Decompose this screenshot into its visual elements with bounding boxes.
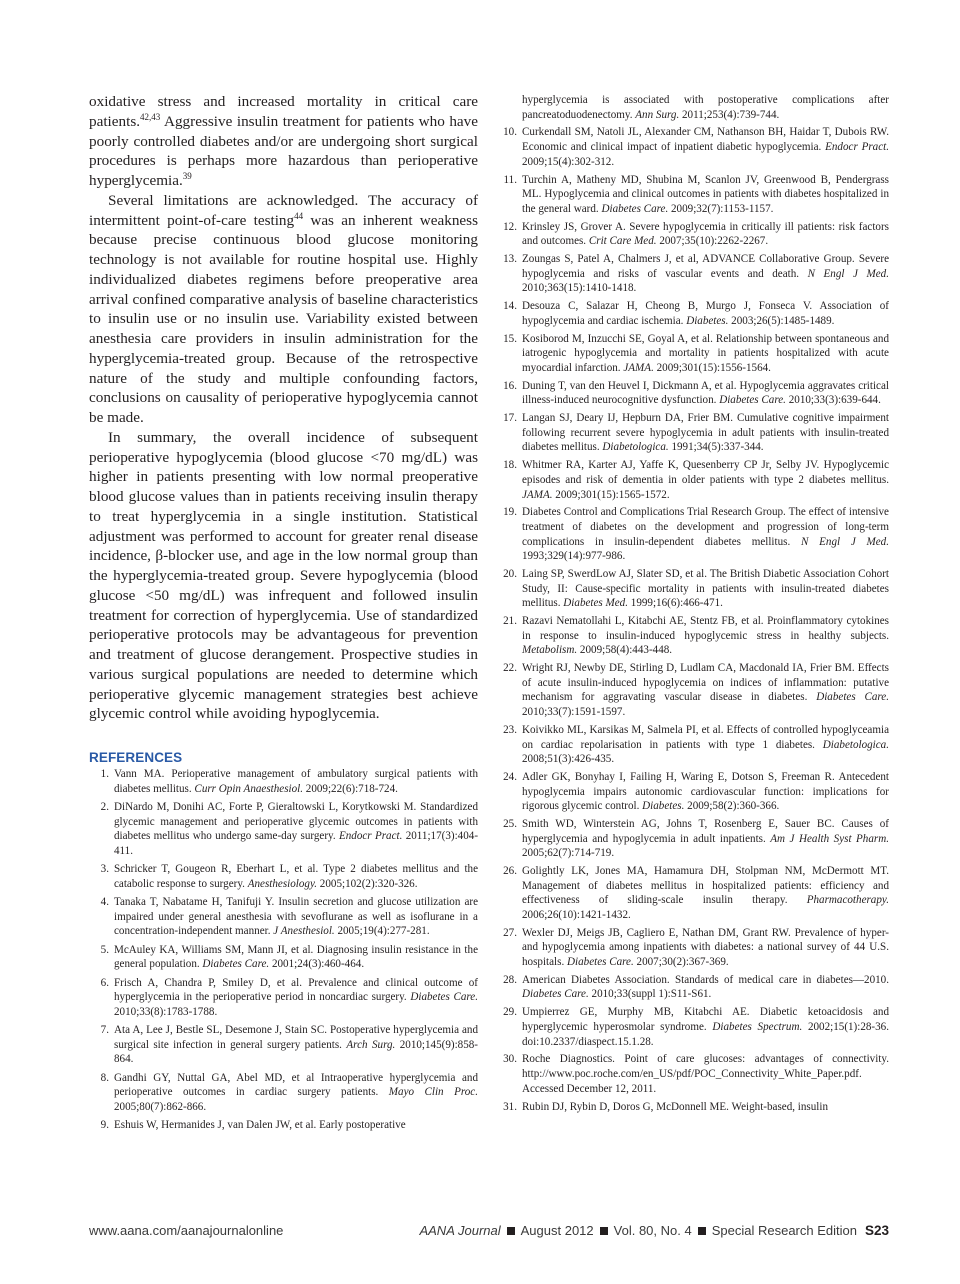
journal-title: Diabetes Care. <box>410 991 478 1004</box>
journal-title: Diabetes Care. <box>601 202 669 215</box>
journal-title: Metabolism. <box>522 644 578 657</box>
reference-number: 7. <box>100 1024 109 1037</box>
reference-item: 18. Whitmer RA, Karter AJ, Yaffe K, Quesenberry CP Jr, Selby JV. Hypoglycemic episodes and risk of dementia in older patients with type 2 diabetes mellitus. JAMA. 2009;301(15):1565-1572. <box>497 458 889 502</box>
reference-number: 4. <box>100 896 109 909</box>
journal-name: AANA Journal <box>419 1223 501 1238</box>
reference-item: 14. Desouza C, Salazar H, Cheong B, Murgo J, Fonseca V. Association of hypoglycemia and cardiac ischemia. Diabetes. 2003;26(5):1485-1489. <box>497 299 889 328</box>
page-footer <box>89 1223 889 1241</box>
reference-number: 15. <box>503 332 517 345</box>
journal-url[interactable]: www.aana.com/aanajournalonline <box>89 1223 284 1238</box>
reference-item: 25. Smith WD, Winterstein AG, Johns T, Rosenberg E, Sauer BC. Causes of hyperglycemia and hypoglycemia in adult inpatients. Am J Health Syst Pharm. 2005;62(7):714-719. <box>497 817 889 861</box>
journal-title: Endocr Pract. <box>338 830 403 843</box>
reference-number: 21. <box>503 615 517 628</box>
journal-title: N Engl J Med. <box>807 267 889 280</box>
journal-title: Diabetologica. <box>602 441 669 454</box>
square-bullet-icon <box>507 1227 515 1235</box>
left-column <box>89 92 478 1137</box>
reference-number: 25. <box>503 818 517 831</box>
reference-number: 29. <box>503 1006 517 1019</box>
journal-info <box>419 1223 889 1238</box>
journal-title: Diabetes Care. <box>567 956 634 968</box>
reference-item: 23. Koivikko ML, Karsikas M, Salmela PI, et al. Effects of controlled hypoglyceamia on cardiac repolarisation in patients with type 1 diabetes. Diabetologica. 2008;51(3):426-435. <box>497 723 889 767</box>
reference-item: 19. Diabetes Control and Complications Trial Research Group. The effect of intensive treatment of diabetes on the development and progression of long-term complications in insulin-dependent diabetes mellitus. N Engl J Med. 1993;329(14):977-986. <box>497 505 889 563</box>
journal-title: JAMA. <box>623 361 654 374</box>
reference-number: 31. <box>503 1100 517 1113</box>
reference-number: 22. <box>503 662 517 675</box>
reference-item: 15. Kosiborod M, Inzucchi SE, Goyal A, et al. Relationship between spontaneous and iatrogenic hypoglycemia and mortality in patients hospitalized with acute myocardial infarction. JAMA. 2009;301(15):1556-1564. <box>497 332 889 376</box>
journal-title: Diabetes Spectrum. <box>712 1020 803 1033</box>
reference-number: 10. <box>503 126 517 139</box>
reference-number: 18. <box>503 459 517 472</box>
journal-title: Diabetes. <box>686 314 729 327</box>
citation-superscript: 39 <box>182 171 192 181</box>
reference-item: 31. Rubin DJ, Rybin D, Doros G, McDonnell ME. Weight-based, insulin <box>497 1100 889 1115</box>
reference-list-right <box>497 93 889 1114</box>
reference-number: 12. <box>503 220 517 233</box>
reference-number: 26. <box>503 865 517 878</box>
journal-title: Diabetes Care. <box>816 691 889 704</box>
reference-list-left <box>89 767 478 1133</box>
reference-number: 17. <box>503 412 517 425</box>
reference-number: 27. <box>503 926 517 939</box>
journal-title: Pharmacotherapy. <box>806 894 889 907</box>
reference-number: 11. <box>503 173 517 186</box>
reference-item: 3. Schricker T, Gougeon R, Eberhart L, et al. Type 2 diabetes mellitus and the catabolic response to surgery. Anesthesiology. 2005;102(2):320-326. <box>89 862 478 891</box>
journal-title: N Engl J Med. <box>800 535 889 548</box>
reference-item: 24. Adler GK, Bonyhay I, Failing H, Waring E, Dotson S, Freeman R. Antecedent hypoglycemia impairs autonomic cardiovascular function: implications for rigorous glycemic control. Diabetes. 2009;58(2):360-366. <box>497 770 889 814</box>
volume-issue: Vol. 80, No. 4 <box>613 1223 692 1238</box>
reference-number: 19. <box>503 506 517 519</box>
reference-number: 2. <box>100 800 109 813</box>
reference-number: 28. <box>503 973 517 986</box>
reference-number: 20. <box>503 568 517 581</box>
reference-number: 30. <box>503 1053 517 1066</box>
reference-number: 24. <box>503 770 517 783</box>
reference-item: 16. Duning T, van den Heuvel I, Dickmann A, et al. Hypoglycemia aggravates critical illness-induced neurocognitive dysfunction. Diabetes Care. 2010;33(3):639-644. <box>497 379 889 408</box>
reference-item: 21. Razavi Nematollahi L, Kitabchi AE, Stentz FB, et al. Proinflammatory cytokines in response to insulin-induced hypoglycemic stress in healthy subjects. Metabolism. 2009;58(4):443-448. <box>497 614 889 658</box>
reference-item: 22. Wright RJ, Newby DE, Stirling D, Ludlam CA, Macdonald IA, Frier BM. Effects of acute insulin-induced hypoglycemia on indices of inflammation: putative mechanism for aggravating vascular disease in diabetes. Diabetes Care. 2010;33(7):1591-1597. <box>497 661 889 719</box>
journal-title: Anesthesiology. <box>247 877 318 890</box>
reference-item: 27. Wexler DJ, Meigs JB, Cagliero E, Nathan DM, Grant RW. Prevalence of hyper- and hypoglycemia among inpatients with diabetes: a national survey of 44 U.S. hospitals. Diabetes Care. 2007;30(2):367-369. <box>497 926 889 970</box>
body-paragraph-3: In summary, the overall incidence of subsequent perioperative hypoglycemia (blood glucose <70 mg/dL) was higher in patients presenting with low normal preoperative blood glucose values than in patients receiving insulin therapy to treat hyperglycemia in a single institution. Statistical adjustment was performed to account for greater renal disease incidence, β-blocker use, and age in the low normal group than the hyperglycemia-treated group. Severe hypoglycemia (blood glucose <50 mg/dL) was infrequent and followed insulin treatment for correction of hyperglycemia. Use of standardized perioperative protocols may be advantageous for prevention and treatment of glucose derangement. Prospective studies in various surgical populations are needed to determine which perioperative glycemic management strategies best achieve glycemic control while avoiding hypoglycemia. <box>89 428 478 723</box>
reference-item: 29. Umpierrez GE, Murphy MB, Kitabchi AE. Diabetic ketoacidosis and hyperglycemic hyperosmolar syndrome. Diabetes Spectrum. 2002;15(1):28-36. doi:10.2337/diaspect.15.1.28. <box>497 1005 889 1049</box>
body-paragraph-1: oxidative stress and increased mortality in critical care patients.$^{42,43}$ Aggressive insulin treatment for patients who have poorly controlled diabetes and/or are undergoing short surgical procedures is perhaps more hazardous than perioperative hyperglycemia.$^{39}$ <box>89 93 478 189</box>
reference-item: 30. Roche Diagnostics. Point of care glucoses: advantages of connectivity. http://www.poc.roche.com/en_US/pdf/POC_Connectivity_White_Paper.pdf. Accessed December 12, 2011. <box>497 1052 889 1096</box>
journal-title: Diabetes. <box>642 800 685 813</box>
reference-number: 16. <box>503 379 517 392</box>
reference-item-continued: hyperglycemia is associated with postoperative complications after pancreatoduodenectomy. Ann Surg. 2011;253(4):739-744. <box>522 94 889 121</box>
reference-number: 14. <box>503 300 517 313</box>
square-bullet-icon <box>698 1227 706 1235</box>
body-paragraph-2: Several limitations are acknowledged. The accuracy of intermittent point-of-care testing$^{44}$ was an inherent weakness because precise continuous blood glucose monitoring technology is not available for routine hospital use. Highly individualized diabetes regimens before preoperative area arrival confined comparative analysis of baseline characteristics to insulin use or no insulin use. Variability existed between anesthesia care providers in insulin administration for the hyperglycemia-treated group. Because of the retrospective nature of the study and multiple confounding factors, conclusions on causality of perioperative hypoglycemia cannot be made. <box>89 191 478 426</box>
reference-item: 20. Laing SP, SwerdLow AJ, Slater SD, et al. The British Diabetic Association Cohort Study, II: Cause-specific mortality in patients with insulin-treated diabetes mellitus. Diabetes Med. 1999;16(6):466-471. <box>497 567 889 611</box>
reference-number: 5. <box>100 943 109 956</box>
journal-title: Mayo Clin Proc. <box>388 1086 478 1099</box>
reference-number: 1. <box>100 768 109 780</box>
citation-superscript: 44 <box>294 210 304 221</box>
reference-item: 26. Golightly LK, Jones MA, Hamamura DH, Stolpman NM, McDermott MT. Management of diabetes mellitus in hospitalized patients: efficiency and effectiveness of sliding-scale insulin therapy. Pharmacotherapy. 2006;26(10):1421-1432. <box>497 864 889 922</box>
reference-item: 12. Krinsley JS, Grover A. Severe hypoglycemia in critically ill patients: risk factors and outcomes. Crit Care Med. 2007;35(10):2262-2267. <box>497 220 889 249</box>
reference-number: 9. <box>100 1119 109 1132</box>
right-column <box>497 93 889 1117</box>
journal-title: J Anesthesiol. <box>273 925 335 938</box>
reference-item: 6. Frisch A, Chandra P, Smiley D, et al. Prevalence and clinical outcome of hyperglycemia in the perioperative period in noncardiac surgery. Diabetes Care. 2010;33(8):1783-1788. <box>89 976 478 1020</box>
reference-number: 8. <box>100 1071 109 1084</box>
reference-item: 5. McAuley KA, Williams SM, Mann JI, et al. Diagnosing insulin resistance in the general population. Diabetes Care. 2001;24(3):460-464. <box>89 943 478 972</box>
reference-item: 9. Eshuis W, Hermanides J, van Dalen JW, et al. Early postoperative <box>89 1118 478 1133</box>
reference-item: 13. Zoungas S, Patel A, Chalmers J, et al, ADVANCE Collaborative Group. Severe hypoglycemia and risks of vascular events and death. N Engl J Med. 2010;363(15):1410-1418. <box>497 252 889 296</box>
reference-item: 17. Langan SJ, Deary IJ, Hepburn DA, Frier BM. Cumulative cognitive impairment following recurrent severe hypoglycemia in adult patients with insulin-treated diabetes mellitus. Diabetologica. 1991;34(5):337-344. <box>497 411 889 455</box>
reference-item: 11. Turchin A, Matheny MD, Shubina M, Scanlon JV, Greenwood B, Pendergrass ML. Hypoglycemia and clinical outcomes in patients with diabetes hospitalized in the general ward. Diabetes Care. 2009;32(7):1153-1157. <box>497 173 889 217</box>
reference-number: 23. <box>503 723 517 736</box>
reference-item: 4. Tanaka T, Nabatame H, Tanifuji Y. Insulin secretion and glucose utilization are impaired under general anesthesia with sevoflurane as well as isoflurane in a concentration-independent manner. J Anesthesiol. 2005;19(4):277-281. <box>89 895 478 939</box>
reference-item: 2. DiNardo M, Donihi AC, Forte P, Gieraltowski L, Korytkowski M. Standardized glycemic management and perioperative glycemic outcomes in patients with diabetes mellitus who undergo same-day surgery. Endocr Pract. 2011;17(3):404-411. <box>89 800 478 858</box>
journal-title: Crit Care Med. <box>588 235 657 248</box>
references-heading: REFERENCES <box>89 750 183 765</box>
reference-item: 1. Vann MA. Perioperative management of ambulatory surgical patients with diabetes mellitus. Curr Opin Anaesthesiol. 2009;22(6):718-724. <box>89 767 478 796</box>
page-number: S23 <box>864 1223 889 1238</box>
journal-title: Diabetes Care. <box>522 988 589 1001</box>
reference-item: 10. Curkendall SM, Natoli JL, Alexander CM, Nathanson BH, Haidar T, Dubois RW. Economic and clinical impact of inpatient diabetic hypoglycemia. Endocr Pract. 2009;15(4):302-312. <box>497 125 889 169</box>
reference-number: 6. <box>100 976 109 989</box>
journal-title: Diabetes Med. <box>563 597 628 610</box>
edition-label: Special Research Edition <box>711 1223 857 1238</box>
citation-superscript: 42,43 <box>140 111 161 122</box>
journal-title: Diabetes Care. <box>719 394 786 407</box>
square-bullet-icon <box>600 1227 608 1235</box>
issue-date: August 2012 <box>520 1223 594 1238</box>
reference-number: 3. <box>100 863 109 876</box>
journal-title: Am J Health Syst Pharm. <box>770 832 889 845</box>
journal-title: Diabetes Care. <box>202 958 270 971</box>
reference-item: 7. Ata A, Lee J, Bestle SL, Desemone J, Stain SC. Postoperative hyperglycemia and surgical site infection in general surgery patients. Arch Surg. 2010;145(9):858-864. <box>89 1023 478 1067</box>
journal-title: Curr Opin Anaesthesiol. <box>194 782 304 795</box>
journal-title: JAMA. <box>522 488 553 501</box>
reference-item: 28. American Diabetes Association. Standards of medical care in diabetes—2010. Diabetes Care. 2010;33(suppl 1):S11-S61. <box>497 973 889 1002</box>
body-text <box>89 92 478 724</box>
journal-title: Arch Surg. <box>346 1038 396 1051</box>
reference-item: 8. Gandhi GY, Nuttal GA, Abel MD, et al Intraoperative hyperglycemia and perioperative outcomes in cardiac surgery patients. Mayo Clin Proc. 2005;80(7):862-866. <box>89 1071 478 1115</box>
reference-number: 13. <box>503 253 517 266</box>
journal-title: Endocr Pract. <box>825 141 889 154</box>
journal-title: Diabetologica. <box>822 738 889 751</box>
